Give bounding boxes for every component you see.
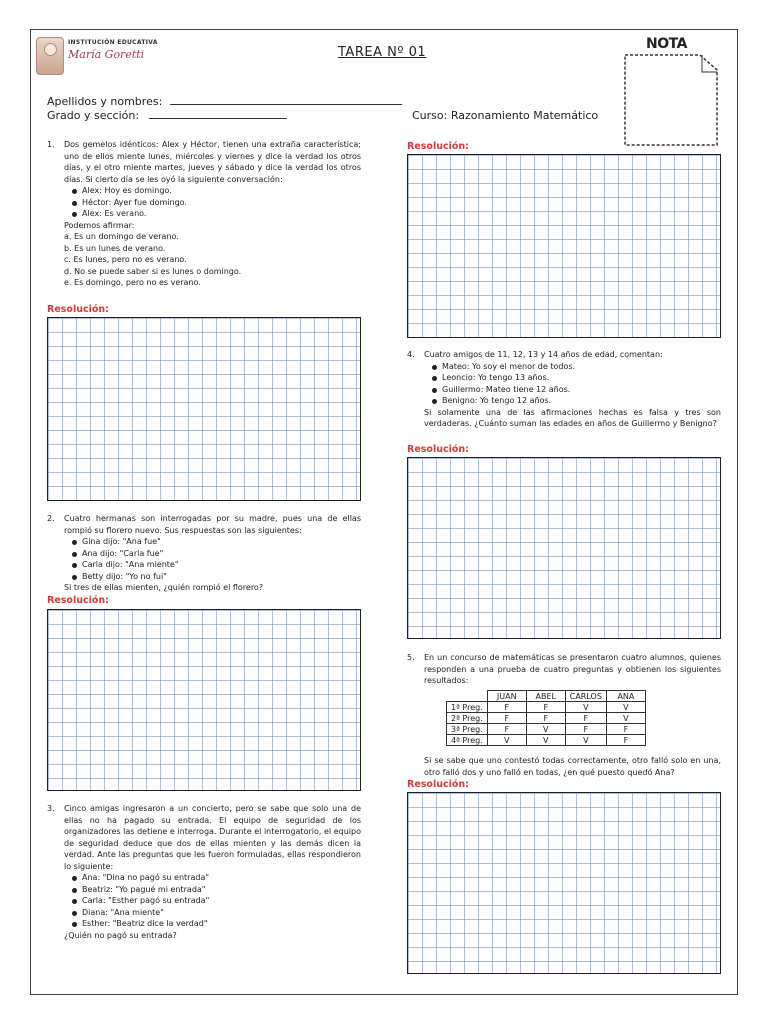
resolution-label: Resolución:	[47, 595, 109, 606]
resolution-label: Resolución:	[407, 779, 469, 790]
resolution-label: Resolución:	[47, 304, 109, 315]
column-header: ANA	[606, 691, 645, 702]
table-cell: F	[565, 713, 606, 724]
table-row	[447, 735, 646, 746]
table-cell: F	[487, 713, 526, 724]
column-header: CARLOS	[565, 691, 606, 702]
school-crest-icon	[36, 37, 64, 75]
question-number: 1.	[47, 140, 55, 149]
page-title: TAREA Nº 01	[338, 45, 427, 60]
school-logo	[34, 35, 158, 77]
table-cell: V	[526, 724, 565, 735]
name-field[interactable]	[47, 95, 402, 108]
grade-box	[622, 52, 720, 148]
school-name-line1: INSTITUCIÓN EDUCATIVA	[68, 39, 158, 46]
list-item: Ana: "Dina no pagó su entrada"	[72, 872, 361, 884]
question-5	[407, 652, 721, 687]
list-item: Gina dijo: "Ana fue"	[72, 536, 361, 548]
table-cell: V	[606, 702, 645, 713]
question-3	[47, 803, 361, 941]
question-text: Si se sabe que uno contestó todas correctamente, otro falló solo en una, otro falló dos y uno falló en todas, ¿en qué puesto quedó Ana?	[424, 756, 721, 777]
list-item: Carla: "Esther pagó su entrada"	[72, 895, 361, 907]
table-cell: F	[606, 735, 645, 746]
question-text: Cuatro hermanas son interrogadas por su madre, pues una de ellas rompió su florero nuevo. Sus respuestas son las siguientes:	[64, 514, 361, 535]
option-a: a. Es un domingo de verano.	[64, 232, 179, 241]
option-d: d. No se puede saber si es lunes o domingo.	[64, 266, 242, 276]
table-cell: F	[606, 724, 645, 735]
row-header: 3ª Preg.	[447, 724, 488, 735]
question-text: Cinco amigas ingresaron a un concierto, pero se sabe que solo una de ellas no ha pagado su entrada. El equipo de seguridad de los organizadores las detiene e interroga. Durante el interrogatorio, el equipo de seguridad deduce que dos de ellas mienten y las demás dicen la verdad. Ante las preguntas que les fueron formuladas, ellas respondieron lo siguiente:	[64, 804, 361, 871]
school-name-line2: María Goretti	[68, 48, 145, 61]
table-row	[447, 713, 646, 724]
question-text: Dos gemelos idénticos: Alex y Héctor, tienen una extraña característica; uno de ellos miente lunes, miércoles y viernes y dice la verdad los otros días, y el otro miente martes, jueves y sábado y dice la verdad los otros días. Si cierto día se les oyó la siguiente conversación:	[64, 140, 361, 184]
option-e: e. Es domingo, pero no es verano.	[64, 278, 201, 287]
list-item: Leoncio: Yo tengo 13 años.	[432, 372, 721, 384]
name-label: Apellidos y nombres:	[47, 95, 163, 108]
question-4	[407, 349, 721, 430]
grade-label: NOTA	[646, 36, 687, 52]
question-text: Si tres de ellas mienten, ¿quién rompió el florero?	[64, 583, 264, 592]
resolution-label: Resolución:	[407, 444, 469, 455]
grade-section-line	[149, 109, 287, 119]
table-cell: V	[526, 735, 565, 746]
table-cell: V	[565, 735, 606, 746]
list-item: Carla dijo: "Ana miente"	[72, 559, 361, 571]
question-2	[47, 513, 361, 594]
question-number: 2.	[47, 514, 55, 523]
list-item: Guillermo: Mateo tiene 12 años.	[432, 384, 721, 396]
resolution-grid-3[interactable]	[407, 154, 721, 338]
list-item: Diana: "Ana miente"	[72, 907, 361, 919]
grade-section-label: Grado y sección:	[47, 109, 140, 122]
list-item: Ana dijo: "Carla fue"	[72, 548, 361, 560]
list-item: Alex: Es verano.	[72, 208, 361, 220]
resolution-grid-2[interactable]	[47, 609, 361, 791]
table-cell: F	[487, 724, 526, 735]
question-number: 3.	[47, 804, 55, 813]
list-item: Beatriz: "Yo pagué mi entrada"	[72, 884, 361, 896]
list-item: Héctor: Ayer fue domingo.	[72, 197, 361, 209]
row-header: 2ª Preg.	[447, 713, 488, 724]
column-header: JUAN	[487, 691, 526, 702]
name-line	[170, 95, 402, 105]
table-cell: V	[487, 735, 526, 746]
table-corner	[447, 691, 488, 702]
list-item: Mateo: Yo soy el menor de todos.	[432, 361, 721, 373]
question-text: Cuatro amigos de 11, 12, 13 y 14 años de edad, comentan:	[424, 350, 663, 359]
question-number: 5.	[407, 653, 415, 662]
list-item: Betty dijo: "Yo no fui"	[72, 571, 361, 583]
table-row	[447, 724, 646, 735]
option-c: c. Es lunes, pero no es verano.	[64, 255, 187, 264]
resolution-grid-4[interactable]	[407, 457, 721, 639]
table-row	[447, 702, 646, 713]
question-prompt: Podemos afirmar:	[64, 220, 135, 230]
resolution-grid-1[interactable]	[47, 317, 361, 501]
course-label: Curso: Razonamiento Matemático	[412, 109, 599, 122]
option-b: b. Es un lunes de verano.	[64, 243, 166, 253]
grade-section-field[interactable]	[47, 109, 287, 122]
resolution-grid-5[interactable]	[407, 792, 721, 974]
table-cell: F	[565, 724, 606, 735]
question-text: En un concurso de matemáticas se presentaron cuatro alumnos, quienes responden a una prueba de cuatro preguntas y obtienen los siguientes resultados:	[424, 653, 721, 685]
list-item: Alex: Hoy es domingo.	[72, 185, 361, 197]
question-number: 4.	[407, 350, 415, 359]
question-1	[47, 139, 361, 289]
table-header-row	[447, 691, 646, 702]
results-table	[446, 690, 646, 746]
question-text: ¿Quién no pagó su entrada?	[64, 930, 177, 940]
table-cell: V	[606, 713, 645, 724]
table-cell: F	[487, 702, 526, 713]
question-5-closing	[407, 755, 721, 778]
question-text: Si solamente una de las afirmaciones hechas es falsa y tres son verdaderas. ¿Cuánto suman las edades en años de Guillermo y Benigno?	[424, 407, 721, 428]
row-header: 4ª Preg.	[447, 735, 488, 746]
table-cell: F	[526, 702, 565, 713]
resolution-label: Resolución:	[407, 141, 469, 152]
list-item: Esther: "Beatriz dice la verdad"	[72, 918, 361, 930]
list-item: Benigno: Yo tengo 12 años.	[432, 395, 721, 407]
column-header: ABEL	[526, 691, 565, 702]
table-cell: F	[526, 713, 565, 724]
row-header: 1ª Preg.	[447, 702, 488, 713]
table-cell: V	[565, 702, 606, 713]
